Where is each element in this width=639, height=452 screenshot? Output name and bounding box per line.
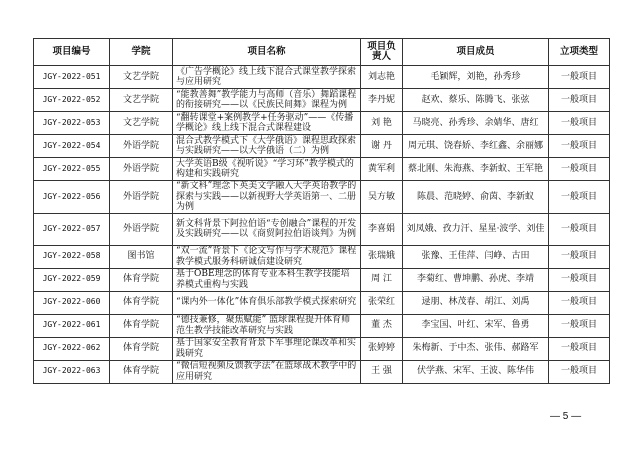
cell-type: 一般项目	[549, 337, 610, 360]
cell-college: 外语学院	[110, 213, 173, 245]
cell-leader: 刘志艳	[361, 66, 403, 89]
header-code: 项目编号	[34, 39, 110, 66]
cell-code: JGY-2022-063	[34, 360, 110, 383]
cell-college: 图书馆	[110, 245, 173, 268]
cell-college: 体育学院	[110, 314, 173, 337]
table-row	[34, 181, 610, 214]
cell-type: 一般项目	[549, 135, 610, 158]
cell-leader: 周 江	[361, 268, 403, 291]
cell-college: 文艺学院	[110, 66, 173, 89]
cell-type: 一般项目	[549, 268, 610, 291]
cell-college: 体育学院	[110, 291, 173, 314]
cell-type: 一般项目	[549, 213, 610, 245]
cell-leader: 张瑞娥	[361, 245, 403, 268]
cell-members: 蔡北刚、朱海燕、李新蚁、王军艳	[403, 158, 549, 181]
cell-type: 一般项目	[549, 89, 610, 112]
header-type: 立项类型	[549, 39, 610, 66]
table-row	[34, 112, 610, 135]
cell-members: 毛颖辉，刘艳，孙秀珍	[403, 66, 549, 89]
table-row	[34, 245, 610, 268]
cell-members: 张豫、王佳萍、闫峥、古田	[403, 245, 549, 268]
cell-college: 体育学院	[110, 360, 173, 383]
cell-members: 陈晨、范晓婷、俞茵、李新蚁	[403, 181, 549, 214]
cell-type: 一般项目	[549, 112, 610, 135]
cell-project-name: “课内外一体化”体育俱乐部教学模式探索研究	[173, 291, 361, 314]
cell-leader: 张荣红	[361, 291, 403, 314]
cell-code: JGY-2022-053	[34, 112, 110, 135]
cell-code: JGY-2022-058	[34, 245, 110, 268]
cell-project-name: 大学英语B级《视听说》“学习环”教学模式的构建和实践研究	[173, 158, 361, 181]
header-leader: 项目负责人	[361, 39, 403, 66]
cell-leader: 董 杰	[361, 314, 403, 337]
cell-code: JGY-2022-055	[34, 158, 110, 181]
cell-college: 体育学院	[110, 337, 173, 360]
cell-leader: 王 强	[361, 360, 403, 383]
cell-members: 李菊红、曹坤鹏、孙虎、李靖	[403, 268, 549, 291]
cell-code: JGY-2022-057	[34, 213, 110, 245]
cell-type: 一般项目	[549, 245, 610, 268]
table-row	[34, 66, 610, 89]
cell-code: JGY-2022-051	[34, 66, 110, 89]
cell-project-name: 基于国家安全教育背景下军事理论课改革和实践研究	[173, 337, 361, 360]
cell-leader: 吴方敏	[361, 181, 403, 214]
table-header-row	[34, 39, 610, 66]
cell-members: 马晓亮、孙秀珍、余婧华、唐红	[403, 112, 549, 135]
cell-project-name: “新文科”理念下英美文学融入大学英语教学的探索与实践——以新视野大学英语第一、二册为例	[173, 181, 361, 214]
table-row	[34, 337, 610, 360]
cell-college: 外语学院	[110, 181, 173, 214]
cell-leader: 李喜娟	[361, 213, 403, 245]
cell-type: 一般项目	[549, 360, 610, 383]
cell-code: JGY-2022-052	[34, 89, 110, 112]
table-row	[34, 89, 610, 112]
cell-members: 赵欢、蔡乐、陈腾飞、张弦	[403, 89, 549, 112]
cell-leader: 刘 艳	[361, 112, 403, 135]
cell-members: 朱梅新、于中杰、张伟、郝路军	[403, 337, 549, 360]
cell-project-name: 《广告学概论》线上线下混合式课堂教学探索与应用研究	[173, 66, 361, 89]
cell-code: JGY-2022-054	[34, 135, 110, 158]
cell-leader: 谢 丹	[361, 135, 403, 158]
cell-leader: 黄军利	[361, 158, 403, 181]
cell-type: 一般项目	[549, 181, 610, 214]
cell-college: 外语学院	[110, 135, 173, 158]
table-row	[34, 360, 610, 383]
cell-leader: 张婷婷	[361, 337, 403, 360]
cell-project-name: 混合式教学模式下《大学俄语》课程思政探索与实践研究——以大学俄语（二）为例	[173, 135, 361, 158]
table-row	[34, 268, 610, 291]
table-row	[34, 213, 610, 245]
cell-type: 一般项目	[549, 314, 610, 337]
cell-project-name: “双一流”背景下《论文写作与学术规范》课程教学模式服务科研诚信建设研究	[173, 245, 361, 268]
cell-code: JGY-2022-061	[34, 314, 110, 337]
cell-code: JGY-2022-060	[34, 291, 110, 314]
cell-code: JGY-2022-056	[34, 181, 110, 214]
cell-project-name: “德技兼修，聚焦赋能” 篮球课程提升体育师范生教学技能改革研究与实践	[173, 314, 361, 337]
cell-type: 一般项目	[549, 158, 610, 181]
project-table	[33, 38, 610, 384]
cell-code: JGY-2022-059	[34, 268, 110, 291]
cell-leader: 李丹妮	[361, 89, 403, 112]
cell-members: 周元琪、饶春娇、李红鑫、余丽娜	[403, 135, 549, 158]
header-members: 项目成员	[403, 39, 549, 66]
table-row	[34, 158, 610, 181]
cell-project-name: “微信短视频反馈教学法”在篮球战术教学中的应用研究	[173, 360, 361, 383]
header-name: 项目名称	[173, 39, 361, 66]
cell-college: 文艺学院	[110, 89, 173, 112]
cell-college: 文艺学院	[110, 112, 173, 135]
cell-members: 逯朋、林茂春、胡江、刘禹	[403, 291, 549, 314]
table-row	[34, 314, 610, 337]
cell-project-name: 基于OBE理念的体育专业本科生教学技能培养模式重构与实践	[173, 268, 361, 291]
cell-members: 李宝国、叶红、宋军、鲁勇	[403, 314, 549, 337]
header-college: 学院	[110, 39, 173, 66]
cell-project-name: 新文科背景下阿拉伯语“专创融合”课程的开发及实践研究——以《商贸阿拉伯语谈判》为例	[173, 213, 361, 245]
page-number: — 5 —	[550, 411, 582, 422]
cell-type: 一般项目	[549, 66, 610, 89]
cell-project-name: “能教善舞”教学能力与高师（音乐）舞蹈课程的衔接研究——以《民族民间舞》课程为例	[173, 89, 361, 112]
table-row	[34, 135, 610, 158]
cell-college: 外语学院	[110, 158, 173, 181]
cell-code: JGY-2022-062	[34, 337, 110, 360]
cell-members: 刘凤娥、孜力汗、星星·波学、刘佳	[403, 213, 549, 245]
cell-college: 体育学院	[110, 268, 173, 291]
table-row	[34, 291, 610, 314]
cell-members: 伏学燕、宋军、王波、陈华伟	[403, 360, 549, 383]
cell-project-name: “翻转课堂+案例教学+任务驱动”——《传播学概论》线上线下混合式课程建设	[173, 112, 361, 135]
cell-type: 一般项目	[549, 291, 610, 314]
